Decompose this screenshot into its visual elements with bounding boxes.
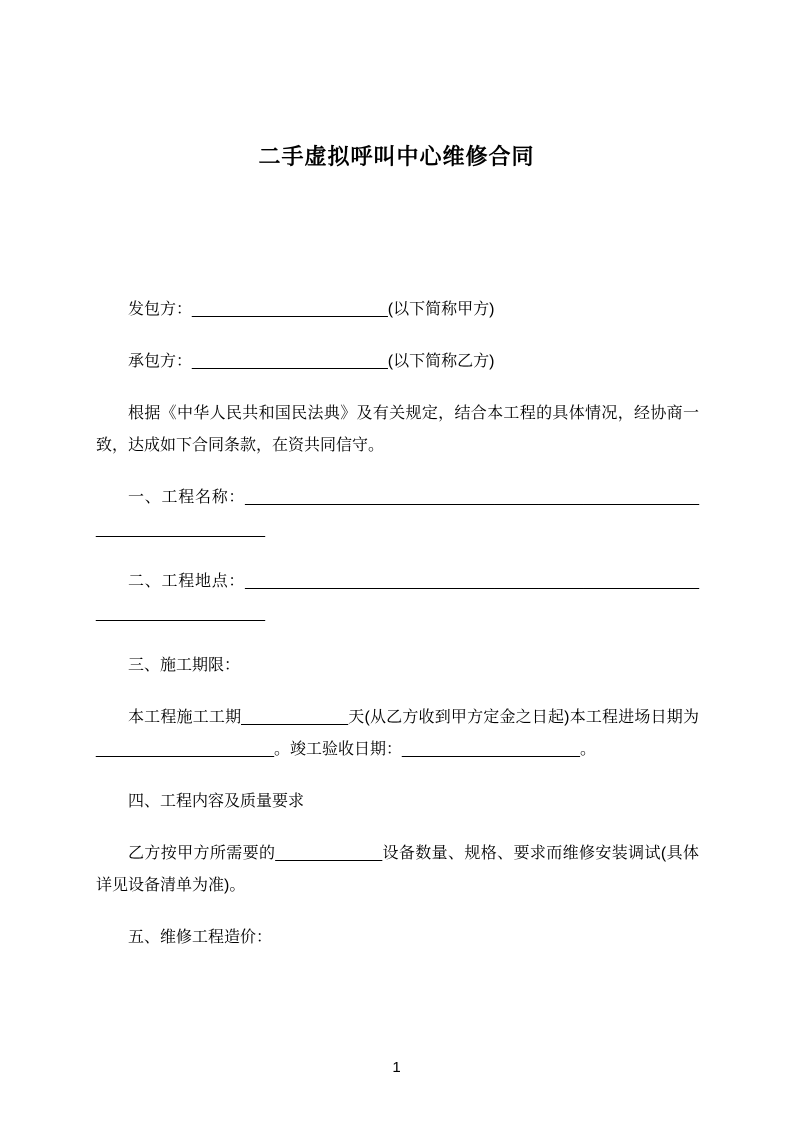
paragraph-section-3-body: 本工程施工工期____________天(从乙方收到甲方定金之日起)本工程进场日期为____________________。竣工验收日期：____________________。: [96, 709, 699, 758]
paragraph-section-4: 四、工程内容及质量要求: [128, 793, 305, 810]
paragraph-section-1: 一、工程名称：______________________________________________________________________: [96, 489, 699, 538]
paragraph-preamble: 根据《中华人民共和国民法典》及有关规定，结合本工程的具体情况，经协商一致，达成如下合同条款，在资共同信守。: [96, 405, 699, 454]
paragraph-party-a: 发包方：______________________(以下简称甲方): [128, 301, 495, 318]
page-number: 1: [392, 1059, 401, 1076]
document-title: 二手虚拟呼叫中心维修合同: [258, 144, 535, 169]
paragraph-section-3: 三、施工期限：: [128, 657, 241, 674]
paragraph-party-b: 承包方：______________________(以下简称乙方): [128, 353, 495, 370]
paragraph-section-5: 五、维修工程造价：: [128, 929, 273, 946]
paragraph-section-4-body: 乙方按甲方所需要的____________设备数量、规格、要求而维修安装调试(具体详见设备清单为准)。: [96, 845, 699, 894]
paragraph-section-2: 二、工程地点：______________________________________________________________________: [96, 573, 699, 622]
document-body: [0, 294, 793, 954]
